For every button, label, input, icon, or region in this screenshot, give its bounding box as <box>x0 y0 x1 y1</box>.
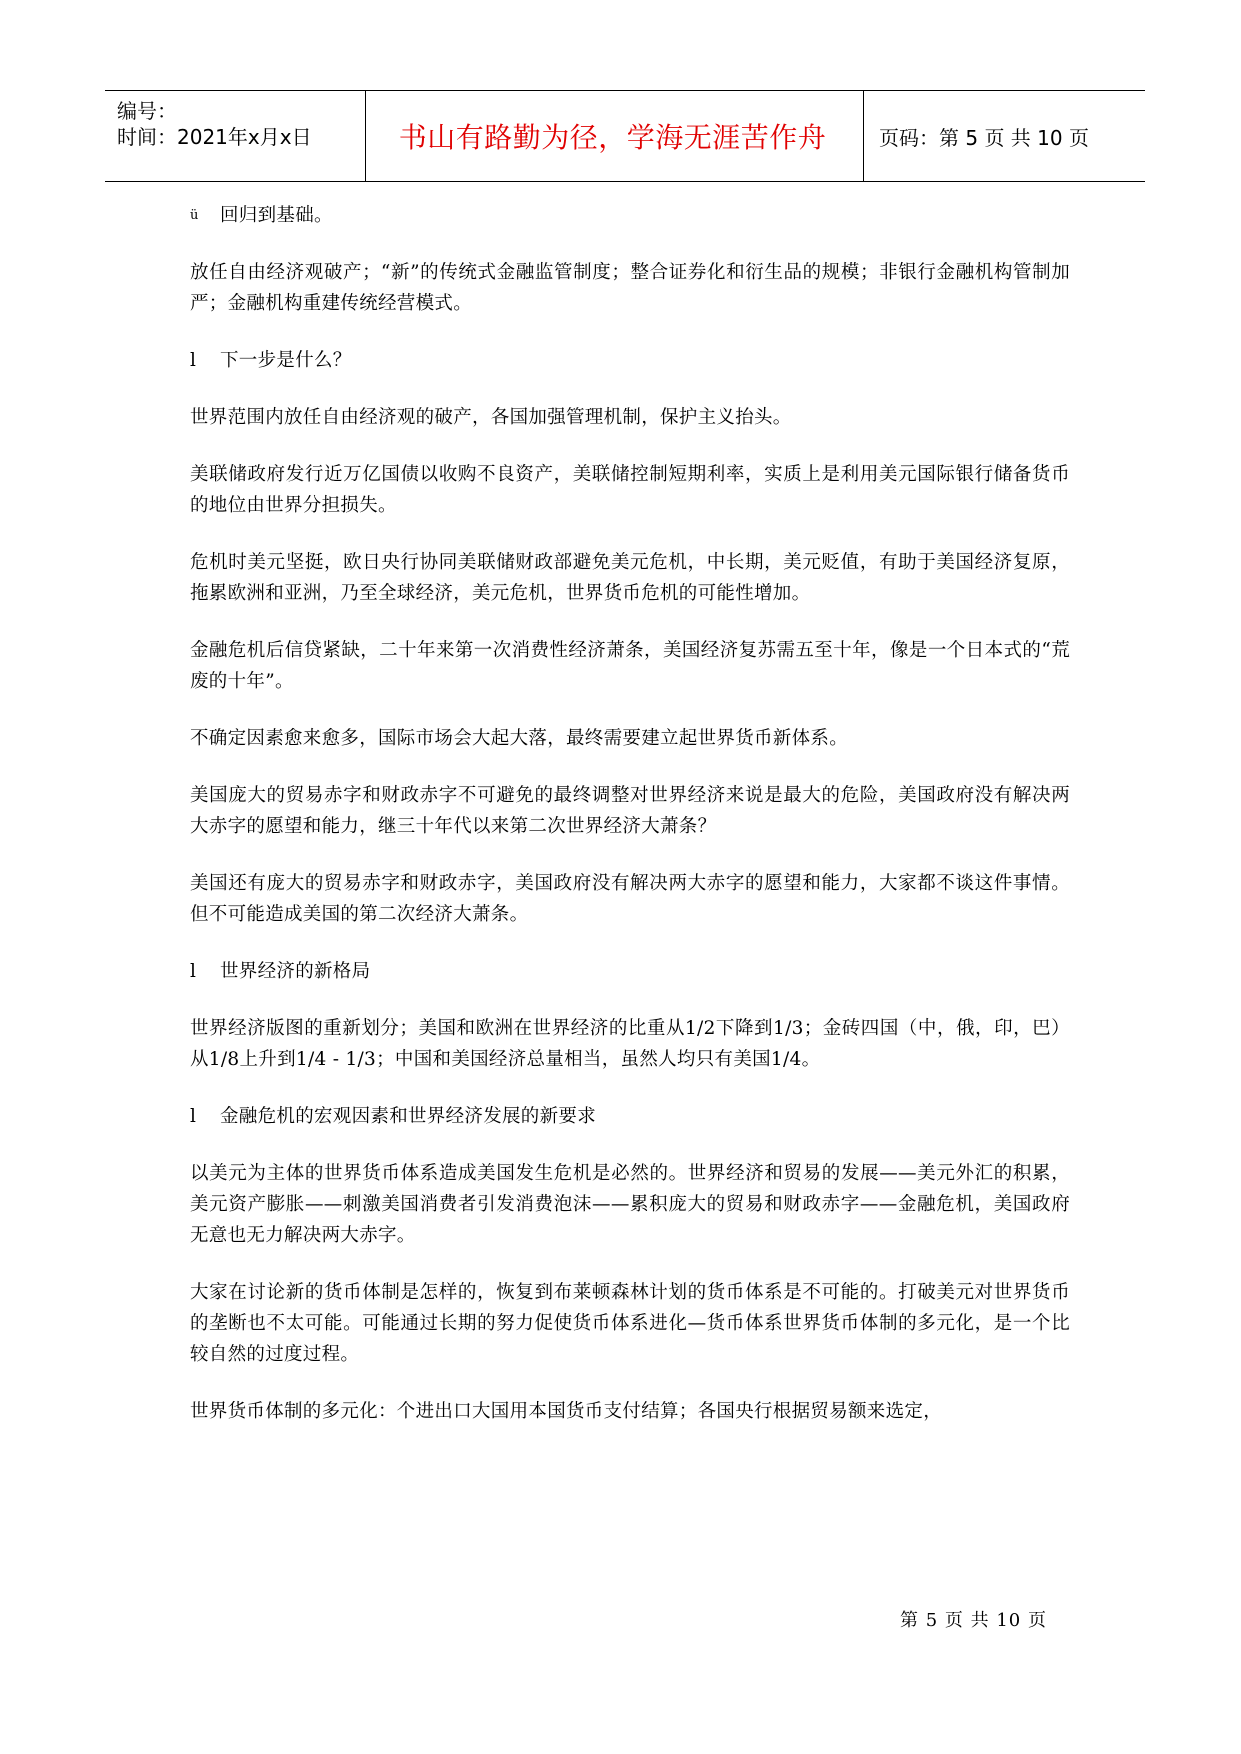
header-info <box>117 91 367 181</box>
bullet-marker: l <box>190 350 197 371</box>
time-label: 时间：2021年x月x日 <box>117 125 312 149</box>
bullet-text: 回归到基础。 <box>220 205 333 226</box>
bullet-text: 下一步是什么？ <box>220 350 352 371</box>
paragraph: 世界货币体制的多元化：个进出口大国用本国货币支付结算；各国央行根据贸易额来选定， <box>190 1401 943 1422</box>
paragraph: 金融危机后信贷紧缺，二十年来第一次消费性经济萧条，美国经济复苏需五至十年，像是一个日本式的“荒废的十年”。 <box>190 640 1070 692</box>
header-page-label: 页码：第 5 页 共 10 页 <box>879 125 1089 150</box>
bullet-marker: ü <box>190 208 199 223</box>
paragraph: 以美元为主体的世界货币体系造成美国发生危机是必然的。世界经济和贸易的发展——美元外汇的积累，美元资产膨胀——刺激美国消费者引发消费泡沫——累积庞大的贸易和财政赤字——金融危机，美国政府无意也无力解决两大赤字。 <box>190 1163 1070 1246</box>
paragraph: 大家在讨论新的货币体制是怎样的，恢复到布莱顿森林计划的货币体系是不可能的。打破美元对世界货币的垄断也不太可能。可能通过长期的努力促使货币体系进化—货币体系世界货币体制的多元化，是一个比较自然的过度过程。 <box>190 1282 1070 1365</box>
paragraph: 危机时美元坚挺，欧日央行协同美联储财政部避免美元危机，中长期，美元贬值，有助于美国经济复原，拖累欧洲和亚洲，乃至全球经济，美元危机，世界货币危机的可能性增加。 <box>190 552 1070 604</box>
header-page-cell <box>865 91 1145 181</box>
bullet-marker: l <box>190 961 197 982</box>
paragraph: 世界经济版图的重新划分；美国和欧洲在世界经济的比重从1/2下降到1/3；金砖四国（中，俄，印，巴）从1/8上升到1/4 - 1/3；中国和美国经济总量相当，虽然人均只有美国1/4。 <box>190 1018 1070 1070</box>
paragraph: 美联储政府发行近万亿国债以收购不良资产，美联储控制短期利率，实质上是利用美元国际银行储备货币的地位由世界分担损失。 <box>190 464 1070 516</box>
bullet-heading <box>190 200 1070 231</box>
header-motto: 书山有路勤为径，学海无涯苦作舟 <box>398 121 827 154</box>
header-motto-cell <box>370 91 855 181</box>
paragraph: 不确定因素愈来愈多，国际市场会大起大落，最终需要建立起世界货币新体系。 <box>190 728 849 749</box>
header-divider-left <box>365 91 366 181</box>
bullet-text: 世界经济的新格局 <box>220 961 371 982</box>
paragraph: 美国还有庞大的贸易赤字和财政赤字，美国政府没有解决两大赤字的愿望和能力，大家都不谈这件事情。但不可能造成美国的第二次经济大萧条。 <box>190 873 1070 925</box>
bullet-heading <box>190 345 1070 376</box>
page-header <box>105 90 1145 182</box>
page-footer: 第 5 页 共 10 页 <box>900 1610 1047 1631</box>
bullet-marker: l <box>190 1106 197 1127</box>
bullet-text: 金融危机的宏观因素和世界经济发展的新要求 <box>220 1106 597 1127</box>
bullet-heading <box>190 956 1070 987</box>
paragraph: 放任自由经济观破产；“新”的传统式金融监管制度；整合证券化和衍生品的规模；非银行金融机构管制加严；金融机构重建传统经营模式。 <box>190 262 1070 314</box>
header-divider-right <box>863 91 864 181</box>
number-label: 编号： <box>117 99 177 123</box>
document-body <box>190 200 1070 1453</box>
paragraph: 美国庞大的贸易赤字和财政赤字不可避免的最终调整对世界经济来说是最大的危险，美国政府没有解决两大赤字的愿望和能力，继三十年代以来第二次世界经济大萧条？ <box>190 785 1070 837</box>
paragraph: 世界范围内放任自由经济观的破产，各国加强管理机制，保护主义抬头。 <box>190 407 792 428</box>
bullet-heading <box>190 1101 1070 1132</box>
